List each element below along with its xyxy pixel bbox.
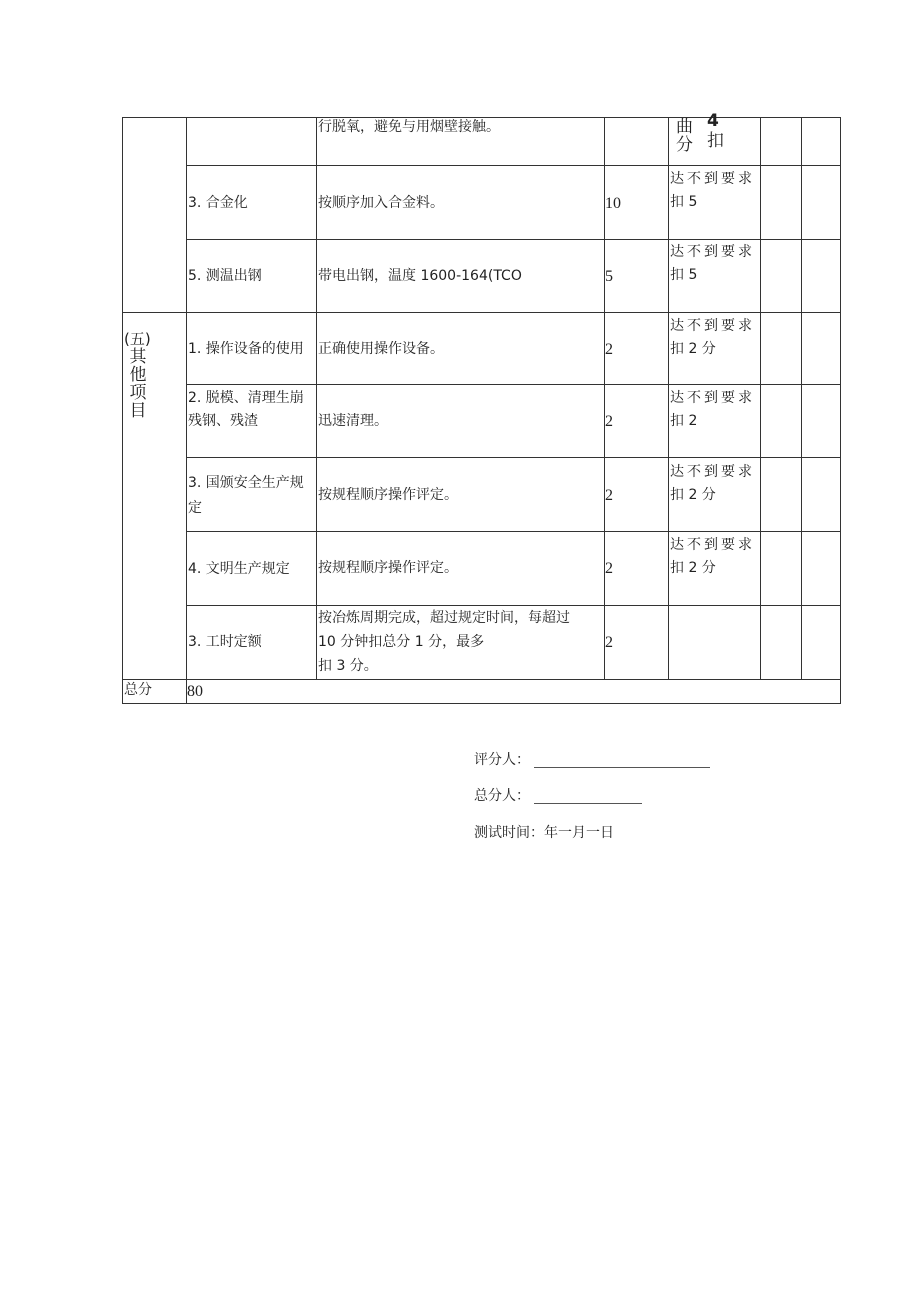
requirement-cell: 扣 3 分。 xyxy=(318,658,378,674)
deduction-cell: 达不到要求 xyxy=(670,390,755,406)
score-cell: 2 xyxy=(605,413,613,430)
deduction-cell: 达不到要求 xyxy=(670,244,755,260)
scorer-line xyxy=(474,750,710,770)
deduction-cell: 达不到要求 xyxy=(670,318,755,334)
total-scorer-label: 总分人： xyxy=(474,788,530,804)
deduction-cell: 达不到要求 xyxy=(670,464,755,480)
deduction-cell: 扣 2 分 xyxy=(670,341,716,357)
deduction-fragment: 扣 xyxy=(707,131,724,151)
deduction-cell: 扣 2 分 xyxy=(670,487,716,503)
score-cell: 10 xyxy=(605,195,621,212)
total-label: 总分 xyxy=(124,682,152,698)
item-cell: 4. 文明生产规定 xyxy=(188,561,290,577)
item-cell: 1. 操作设备的使用 xyxy=(188,341,304,357)
item-cell: 3. 合金化 xyxy=(188,195,248,211)
deduction-cell: 扣 2 xyxy=(670,413,698,429)
section-label-char: 他 xyxy=(129,365,147,385)
requirement-cell: 按冶炼周期完成，超过规定时间，每超过 xyxy=(318,610,570,626)
scorer-label: 评分人： xyxy=(474,752,530,768)
requirement-cell: 按规程顺序操作评定。 xyxy=(318,560,458,576)
requirement-cell: 正确使用操作设备。 xyxy=(318,341,444,357)
requirement-cell: 按顺序加入合金料。 xyxy=(318,195,444,211)
score-cell: 2 xyxy=(605,560,613,577)
scorer-signature-blank xyxy=(534,753,710,768)
total-value: 80 xyxy=(187,683,203,700)
deduction-cell: 扣 5 xyxy=(670,267,698,283)
score-cell: 5 xyxy=(605,268,613,285)
section-label-char: 项 xyxy=(129,383,147,403)
section-label-char: (五) xyxy=(124,330,151,348)
item-cell: 5. 测温出钢 xyxy=(188,268,262,284)
total-scorer-line xyxy=(474,786,642,806)
requirement-cell: 迅速清理。 xyxy=(318,413,388,429)
total-scorer-signature-blank xyxy=(534,789,642,804)
section-label-char: 目 xyxy=(129,401,147,421)
deduction-cell: 扣 5 xyxy=(670,194,698,210)
deduction-fragment: 分 xyxy=(676,135,693,155)
score-cell: 2 xyxy=(605,341,613,358)
deduction-cell: 扣 2 分 xyxy=(670,560,716,576)
requirement-cell: 10 分钟扣总分 1 分，最多 xyxy=(318,634,485,650)
item-cell: 2. 脱模、清理生崩 xyxy=(188,390,304,406)
requirement-cell: 行脱氧，避免与用烟壁接触。 xyxy=(318,119,500,135)
score-cell: 2 xyxy=(605,487,613,504)
requirement-cell: 按规程顺序操作评定。 xyxy=(318,487,458,503)
section-label xyxy=(124,330,151,421)
deduction-fragment: 曲 xyxy=(676,117,693,137)
score-cell: 2 xyxy=(605,634,613,651)
item-cell: 定 xyxy=(188,500,202,516)
deduction-cell: 达不到要求 xyxy=(670,537,755,553)
test-time: 测试时间：年一月一日 xyxy=(474,825,614,841)
section-label-char: 其 xyxy=(129,347,147,367)
deduction-cell: 达不到要求 xyxy=(670,171,755,187)
item-cell: 残钢、残渣 xyxy=(188,413,258,429)
requirement-cell: 带电出钢，温度 1600-164(TCO xyxy=(318,268,522,284)
item-cell: 3. 国颁安全生产规 xyxy=(188,475,304,491)
deduction-fragment: 4 xyxy=(707,111,719,131)
item-cell: 3. 工时定额 xyxy=(188,634,262,650)
